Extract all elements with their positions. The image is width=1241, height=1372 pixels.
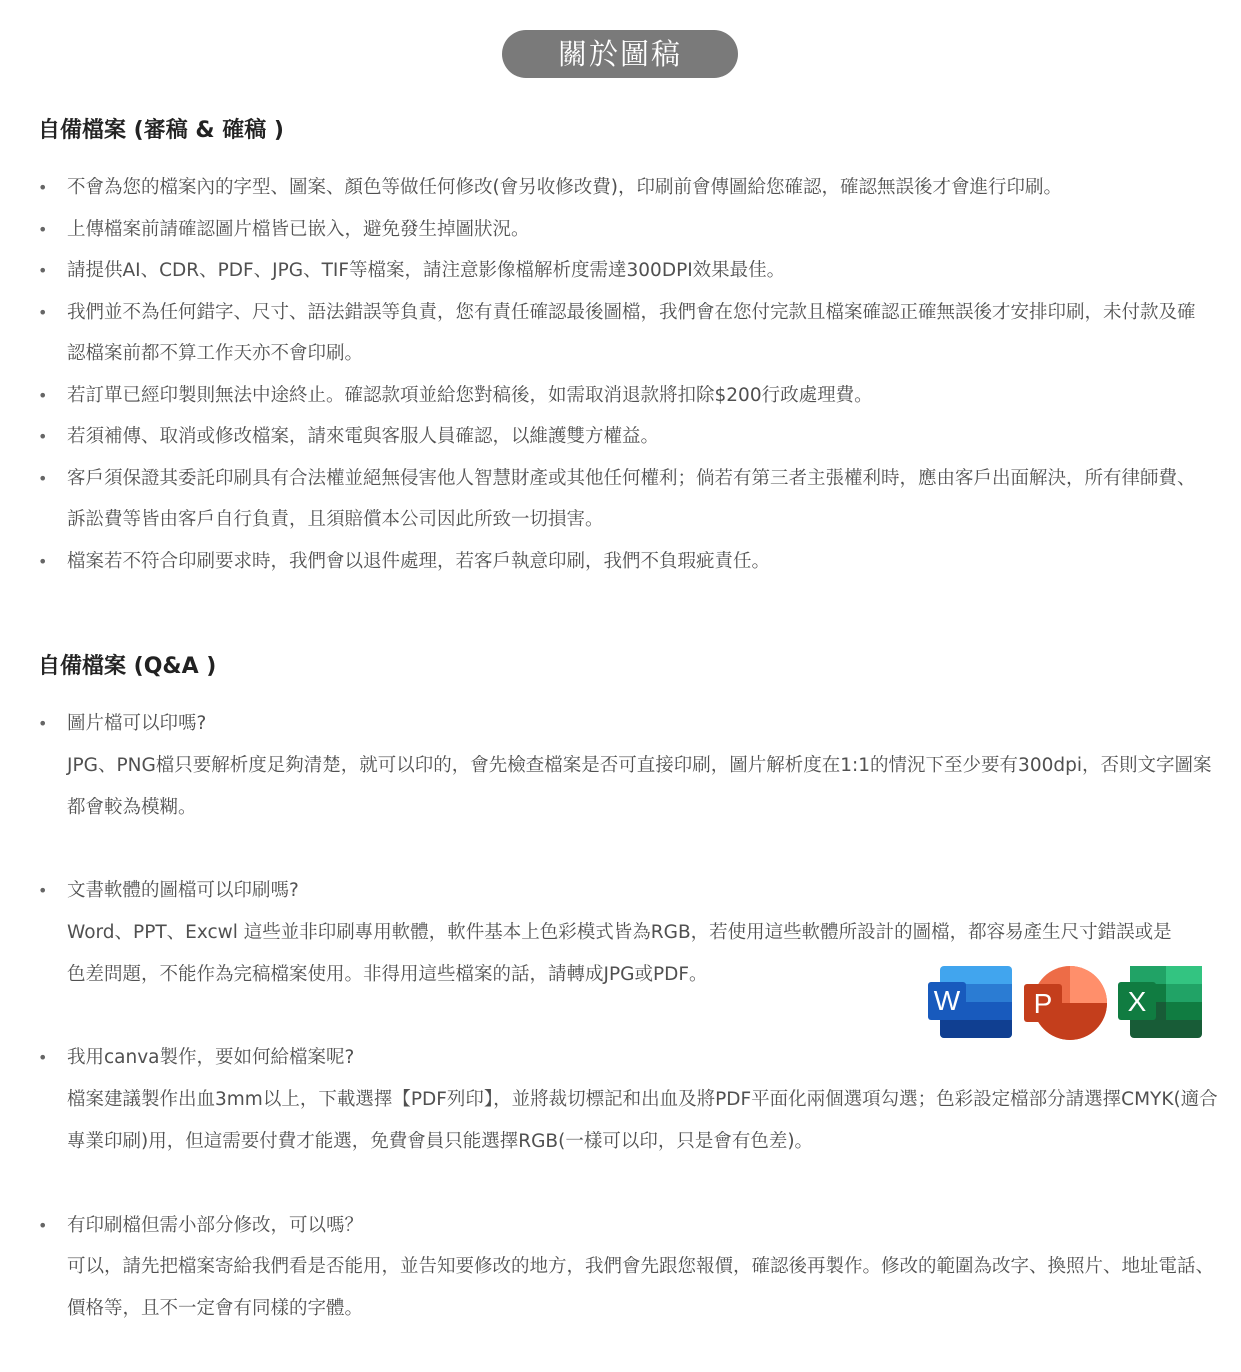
list-item: • 不會為您的檔案內的字型、圖案、顏色等做任何修改(會另收修改費)，印刷前會傳圖給您確認，確認無誤後才會進行印刷。: [38, 167, 1213, 209]
word-icon-letter: W: [933, 985, 961, 1016]
list-item: • 若須補傳、取消或修改檔案，請來電與客服人員確認，以維護雙方權益。: [38, 416, 1213, 458]
powerpoint-icon: [1022, 964, 1108, 1042]
qa-question: • 我用canva製作，要如何給檔案呢?: [67, 1047, 355, 1069]
qa-answer: 檔案建議製作出血3mm以上，下載選擇【PDF列印】，並將裁切標記和出血及將PDF平面化兩個選項勾選；色彩設定檔部分請選擇CMYK(適合專業印刷)用，但這需要付費才能選，免費會員只能選擇RGB(一樣可以印，只是會有色差)。: [67, 1089, 1218, 1152]
qa-item: [38, 1205, 1218, 1330]
qa-question: • 有印刷檔但需小部分修改，可以嗎？: [67, 1214, 364, 1236]
excel-icon: [1116, 964, 1204, 1040]
list-item: • 若訂單已經印製則無法中途終止。確認款項並給您對稿後，如需取消退款將扣除$200行政處理費。: [38, 375, 1213, 417]
review-notice-list: [38, 167, 1213, 582]
section-heading-qa: 自備檔案 (Q&A ): [38, 654, 217, 679]
qa-question: • 圖片檔可以印嗎?: [67, 713, 207, 734]
qa-item: [38, 703, 1218, 828]
page-title: 關於圖稿: [502, 30, 738, 78]
qa-question: • 文書軟體的圖檔可以印刷嗎?: [67, 880, 299, 902]
word-icon: [926, 964, 1014, 1040]
list-item: • 我們並不為任何錯字、尺寸、語法錯誤等負責，您有責任確認最後圖檔，我們會在您付完款且檔案確認正確無誤後才安排印刷，未付款及確認檔案前都不算工作天亦不會印刷。: [38, 292, 1213, 375]
list-item: • 客戶須保證其委託印刷具有合法權並絕無侵害他人智慧財產或其他任何權利；倘若有第三者主張權利時，應由客戶出面解決，所有律師費、訴訟費等皆由客戶自行負責，且須賠償本公司因此所致一切損害。: [38, 458, 1213, 541]
qa-answer: 可以，請先把檔案寄給我們看是否能用，並告知要修改的地方，我們會先跟您報價，確認後再製作。修改的範圍為改字、換照片、地址電話、價格等，且不一定會有同樣的字體。: [67, 1256, 1215, 1320]
list-item: • 上傳檔案前請確認圖片檔皆已嵌入，避免發生掉圖狀況。: [38, 209, 1213, 251]
office-app-icons: [926, 964, 1204, 1044]
qa-answer: Word、PPT、Excwl 這些並非印刷專用軟體，軟件基本上色彩模式皆為RGB，若使用這些軟體所設計的圖檔，都容易產生尺寸錯誤或是色差問題，不能作為完稿檔案使用。非得用這些檔案的話，請轉成JPG或PDF。: [67, 921, 1172, 985]
list-item: • 請提供AI、CDR、PDF、JPG、TIF等檔案，請注意影像檔解析度需達300DPI效果最佳。: [38, 250, 1213, 292]
excel-icon-letter: X: [1127, 986, 1147, 1017]
section-heading-review: 自備檔案 (審稿 & 確稿 ): [38, 118, 284, 143]
list-item: • 檔案若不符合印刷要求時，我們會以退件處理，若客戶執意印刷，我們不負瑕疵責任。: [38, 541, 1213, 583]
qa-answer: JPG、PNG檔只要解析度足夠清楚，就可以印的，會先檢查檔案是否可直接印刷，圖片解析度在1:1的情況下至少要有300dpi，否則文字圖案都會較為模糊。: [67, 754, 1212, 818]
qa-item: [38, 1037, 1218, 1162]
powerpoint-icon-letter: P: [1033, 988, 1053, 1019]
